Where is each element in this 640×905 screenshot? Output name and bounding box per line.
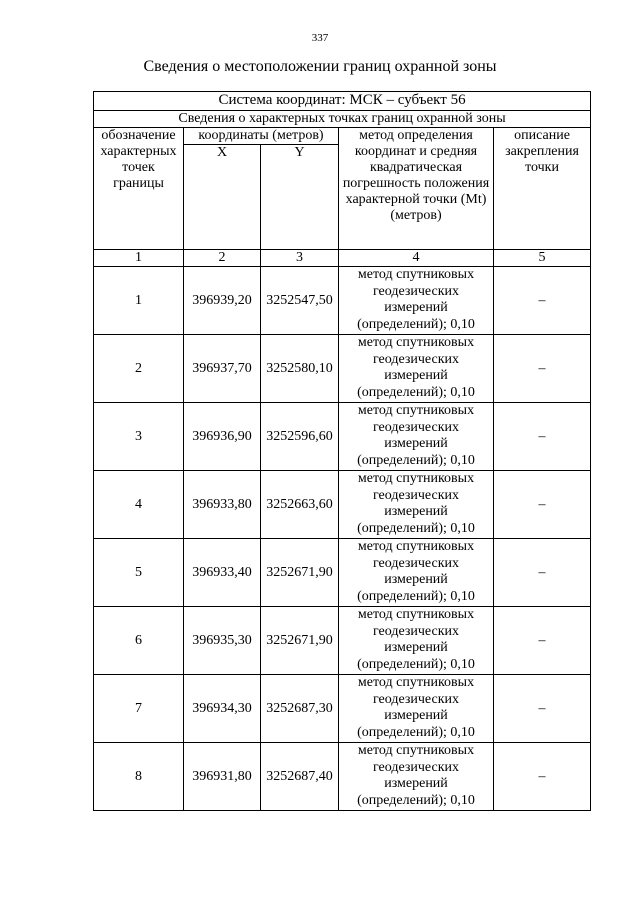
description-cell: – bbox=[494, 471, 591, 539]
point-number-cell: 2 bbox=[94, 335, 184, 403]
system-row bbox=[94, 92, 591, 111]
method-cell: метод спутниковых геодезических измерений (определений); 0,10 bbox=[339, 471, 494, 539]
point-number-cell: 3 bbox=[94, 403, 184, 471]
point-number-cell: 6 bbox=[94, 607, 184, 675]
x-coordinate-cell: 396931,80 bbox=[184, 743, 261, 811]
header-row-top bbox=[94, 128, 591, 145]
header-x: X bbox=[184, 145, 261, 250]
method-cell: метод спутниковых геодезических измерений (определений); 0,10 bbox=[339, 335, 494, 403]
table-row bbox=[94, 471, 591, 539]
table-row bbox=[94, 267, 591, 335]
method-cell: метод спутниковых геодезических измерений (определений); 0,10 bbox=[339, 267, 494, 335]
subtitle-row bbox=[94, 111, 591, 128]
column-number: 3 bbox=[261, 250, 339, 267]
y-coordinate-cell: 3252663,60 bbox=[261, 471, 339, 539]
description-cell: – bbox=[494, 403, 591, 471]
y-coordinate-cell: 3252596,60 bbox=[261, 403, 339, 471]
method-cell: метод спутниковых геодезических измерений (определений); 0,10 bbox=[339, 539, 494, 607]
description-cell: – bbox=[494, 743, 591, 811]
column-number: 4 bbox=[339, 250, 494, 267]
header-description: описание закрепления точки bbox=[494, 128, 591, 250]
column-number: 1 bbox=[94, 250, 184, 267]
description-cell: – bbox=[494, 539, 591, 607]
description-cell: – bbox=[494, 335, 591, 403]
y-coordinate-cell: 3252671,90 bbox=[261, 607, 339, 675]
column-number-row bbox=[94, 250, 591, 267]
description-cell: – bbox=[494, 607, 591, 675]
column-number: 2 bbox=[184, 250, 261, 267]
document-title: Сведения о местоположении границ охранной зоны bbox=[143, 58, 497, 75]
y-coordinate-cell: 3252671,90 bbox=[261, 539, 339, 607]
column-number: 5 bbox=[494, 250, 591, 267]
method-cell: метод спутниковых геодезических измерений (определений); 0,10 bbox=[339, 743, 494, 811]
table-body bbox=[94, 92, 591, 811]
y-coordinate-cell: 3252687,30 bbox=[261, 675, 339, 743]
description-cell: – bbox=[494, 267, 591, 335]
point-number-cell: 1 bbox=[94, 267, 184, 335]
coordinates-table bbox=[93, 91, 591, 811]
y-coordinate-cell: 3252687,40 bbox=[261, 743, 339, 811]
description-cell: – bbox=[494, 675, 591, 743]
x-coordinate-cell: 396936,90 bbox=[184, 403, 261, 471]
coordinate-system-title: Система координат: МСК – субъект 56 bbox=[94, 92, 591, 111]
header-designation: обозначение характерных точек границы bbox=[94, 128, 184, 250]
table-row bbox=[94, 335, 591, 403]
table-row bbox=[94, 743, 591, 811]
y-coordinate-cell: 3252547,50 bbox=[261, 267, 339, 335]
point-number-cell: 5 bbox=[94, 539, 184, 607]
method-cell: метод спутниковых геодезических измерений (определений); 0,10 bbox=[339, 675, 494, 743]
page-number: 337 bbox=[311, 32, 329, 44]
table-row bbox=[94, 539, 591, 607]
x-coordinate-cell: 396933,40 bbox=[184, 539, 261, 607]
header-coordinates: координаты (метров) bbox=[184, 128, 339, 145]
point-number-cell: 4 bbox=[94, 471, 184, 539]
header-y: Y bbox=[261, 145, 339, 250]
point-number-cell: 7 bbox=[94, 675, 184, 743]
x-coordinate-cell: 396933,80 bbox=[184, 471, 261, 539]
method-cell: метод спутниковых геодезических измерений (определений); 0,10 bbox=[339, 403, 494, 471]
table-subtitle: Сведения о характерных точках границ охранной зоны bbox=[94, 111, 591, 128]
x-coordinate-cell: 396939,20 bbox=[184, 267, 261, 335]
method-cell: метод спутниковых геодезических измерений (определений); 0,10 bbox=[339, 607, 494, 675]
x-coordinate-cell: 396937,70 bbox=[184, 335, 261, 403]
table-row bbox=[94, 675, 591, 743]
x-coordinate-cell: 396934,30 bbox=[184, 675, 261, 743]
table-row bbox=[94, 403, 591, 471]
header-method: метод определения координат и средняя квадратическая погрешность положения характерной точки (Mt) (метров) bbox=[339, 128, 494, 250]
x-coordinate-cell: 396935,30 bbox=[184, 607, 261, 675]
y-coordinate-cell: 3252580,10 bbox=[261, 335, 339, 403]
point-number-cell: 8 bbox=[94, 743, 184, 811]
table-row bbox=[94, 607, 591, 675]
